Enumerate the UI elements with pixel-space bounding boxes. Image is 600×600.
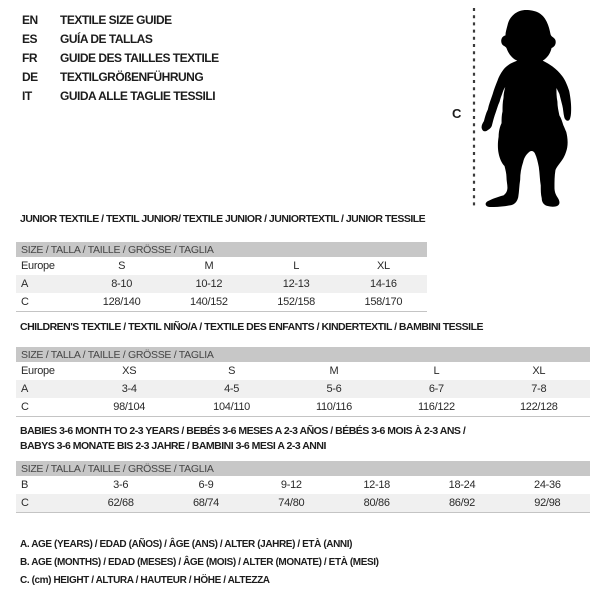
row-label-cell: C xyxy=(21,295,29,308)
row-label-cell: C xyxy=(21,400,29,413)
size-value-cell: 128/140 xyxy=(102,295,141,308)
footnote-line: C. (cm) HEIGHT / ALTURA / HAUTEUR / HÖHE / ALTEZZA xyxy=(20,575,270,586)
table-title-line: CHILDREN'S TEXTILE / TEXTIL NIÑO/A / TEXTILE DES ENFANTS / KINDERTEXTIL / BAMBINI TESSILE xyxy=(20,321,484,333)
size-value-cell: 3-4 xyxy=(121,383,137,395)
table-title-line: JUNIOR TEXTILE / TEXTIL JUNIOR/ TEXTILE JUNIOR / JUNIORTEXTIL / JUNIOR TESSILE xyxy=(20,213,426,225)
language-code: ES xyxy=(22,32,38,46)
size-value-cell: 8-10 xyxy=(111,278,133,290)
language-code: IT xyxy=(22,89,32,103)
size-value-cell: 110/116 xyxy=(315,400,352,413)
size-header-row xyxy=(16,347,590,362)
height-label-c: C xyxy=(452,106,462,121)
table-title-babies xyxy=(20,424,465,454)
size-value-cell: 6-7 xyxy=(428,383,444,395)
language-row xyxy=(22,11,219,30)
row-label-cell: Europe xyxy=(21,365,55,377)
table-row xyxy=(16,275,427,293)
size-value-cell: 158/170 xyxy=(364,295,403,308)
size-value-cell: 140/152 xyxy=(190,295,228,308)
size-value-cell: 74/80 xyxy=(278,496,305,509)
size-value-cell: 122/128 xyxy=(519,400,558,413)
size-value-cell: 14-16 xyxy=(370,278,397,290)
row-label-cell: Europe xyxy=(21,260,55,272)
size-value-cell: 152/158 xyxy=(277,295,315,308)
size-value-cell: 116/122 xyxy=(417,400,455,413)
size-value-cell: L xyxy=(433,365,440,377)
footnote-line: B. AGE (MONTHS) / EDAD (MESES) / ÂGE (MOIS) / ALTER (MONATE) / ETÀ (MESI) xyxy=(20,557,379,568)
size-value-cell: 68/74 xyxy=(192,496,219,509)
table-row xyxy=(16,398,590,416)
language-code: DE xyxy=(22,70,38,84)
table-row xyxy=(16,362,590,380)
size-value-cell: XL xyxy=(532,365,546,377)
table-title-line: BABYS 3-6 MONATE BIS 2-3 JAHRE / BAMBINI 3-6 MESI A 2-3 ANNI xyxy=(20,440,326,452)
size-value-cell: 18-24 xyxy=(448,479,476,491)
size-value-cell: 98/104 xyxy=(113,400,146,413)
table-row xyxy=(16,380,590,398)
size-value-cell: XL xyxy=(376,260,390,272)
size-table-babies xyxy=(16,461,590,513)
size-value-cell: M xyxy=(204,260,214,272)
size-value-cell: 86/92 xyxy=(448,496,475,509)
language-row xyxy=(22,30,219,49)
size-value-cell: 24-36 xyxy=(534,479,561,491)
language-list xyxy=(22,11,219,106)
size-value-cell: XS xyxy=(122,365,137,377)
size-value-cell: 3-6 xyxy=(113,479,129,491)
row-label-cell: C xyxy=(21,496,29,509)
table-row xyxy=(16,494,590,512)
row-label-cell: B xyxy=(21,479,29,491)
size-value-cell: 7-8 xyxy=(531,383,547,395)
size-value-cell: 12-18 xyxy=(363,479,390,491)
language-row xyxy=(22,68,219,87)
size-value-cell: 5-6 xyxy=(326,383,342,395)
language-name: GUIDE DES TAILLES TEXTILE xyxy=(60,51,219,65)
size-value-cell: S xyxy=(228,365,236,377)
size-header-row xyxy=(16,242,427,257)
table-title-children xyxy=(20,320,483,335)
table-title-line: BABIES 3-6 MONTH TO 2-3 YEARS / BEBÉS 3-6 MESES A 2-3 AÑOS / BÉBÉS 3-6 MOIS À 2-3 ANS / xyxy=(20,425,466,437)
footnotes xyxy=(20,536,379,590)
language-name: TEXTILE SIZE GUIDE xyxy=(60,13,172,27)
row-label-cell: A xyxy=(21,278,29,290)
size-value-cell: 80/86 xyxy=(363,496,390,509)
baby-silhouette-icon xyxy=(480,8,578,208)
language-name: TEXTILGRÖßENFÜHRUNG xyxy=(60,70,204,84)
language-name: GUIDA ALLE TAGLIE TESSILI xyxy=(60,89,216,103)
size-table-junior xyxy=(16,242,427,312)
table-title-junior xyxy=(20,212,425,227)
size-header-row xyxy=(16,461,590,476)
size-value-cell: 6-9 xyxy=(198,479,214,491)
table-row xyxy=(16,293,427,311)
size-value-cell: 62/68 xyxy=(107,496,134,509)
size-value-cell: L xyxy=(293,260,300,272)
language-name: GUÍA DE TALLAS xyxy=(60,32,153,46)
table-row xyxy=(16,257,427,275)
size-value-cell: 4-5 xyxy=(224,383,240,395)
size-header-cell: SIZE / TALLA / TAILLE / GRÖSSE / TAGLIA xyxy=(21,462,214,475)
size-header-cell: SIZE / TALLA / TAILLE / GRÖSSE / TAGLIA xyxy=(21,243,214,256)
language-code: EN xyxy=(22,13,38,27)
language-code: FR xyxy=(22,51,37,65)
size-header-cell: SIZE / TALLA / TAILLE / GRÖSSE / TAGLIA xyxy=(21,348,214,361)
size-value-cell: 104/110 xyxy=(213,400,251,413)
language-row xyxy=(22,87,219,106)
height-dashed-line xyxy=(470,6,478,210)
size-value-cell: 9-12 xyxy=(280,479,302,491)
language-row xyxy=(22,49,219,68)
footnote-line: A. AGE (YEARS) / EDAD (AÑOS) / ÂGE (ANS) / ALTER (JAHRE) / ETÀ (ANNI) xyxy=(20,539,353,550)
row-label-cell: A xyxy=(21,383,29,395)
table-row xyxy=(16,476,590,494)
size-value-cell: 12-13 xyxy=(282,278,310,290)
size-value-cell: M xyxy=(329,365,339,377)
size-value-cell: 10-12 xyxy=(195,278,223,290)
size-value-cell: S xyxy=(118,260,126,272)
size-value-cell: 92/98 xyxy=(534,496,561,509)
size-table-children xyxy=(16,347,590,417)
